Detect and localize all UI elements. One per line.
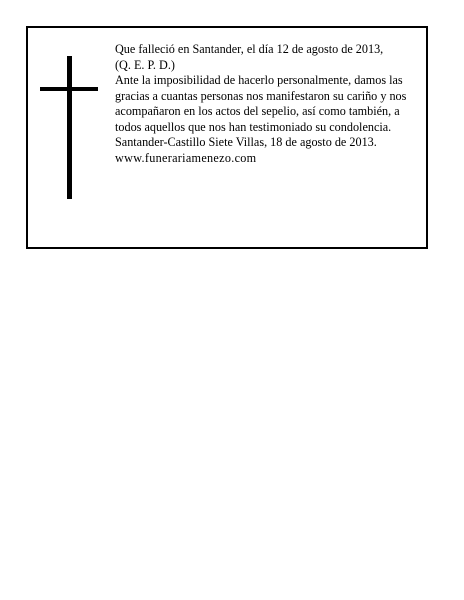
- death-statement: Que falleció en Santander, el día 12 de agosto de 2013,: [115, 42, 384, 56]
- thanks-paragraph: Ante la imposibilidad de hacerlo personalmente, damos las gracias a cuantas personas nos manifestaron su cariño y nos acompañaron en los actos del sepelio, así como también, a todos aquellos que nos han testimoniado su condolencia.: [115, 73, 407, 134]
- cross-horizontal-bar: [40, 87, 98, 91]
- cross-icon: [40, 56, 98, 199]
- place-and-date: Santander-Castillo Siete Villas, 18 de agosto de 2013.: [115, 135, 377, 149]
- cross-vertical-bar: [67, 56, 72, 199]
- obituary-notice: [26, 26, 428, 249]
- funeral-home-website: www.funerariamenezo.com: [115, 150, 257, 165]
- notice-text-block: [115, 42, 420, 166]
- rip-abbreviation: (Q. E. P. D.): [115, 57, 175, 72]
